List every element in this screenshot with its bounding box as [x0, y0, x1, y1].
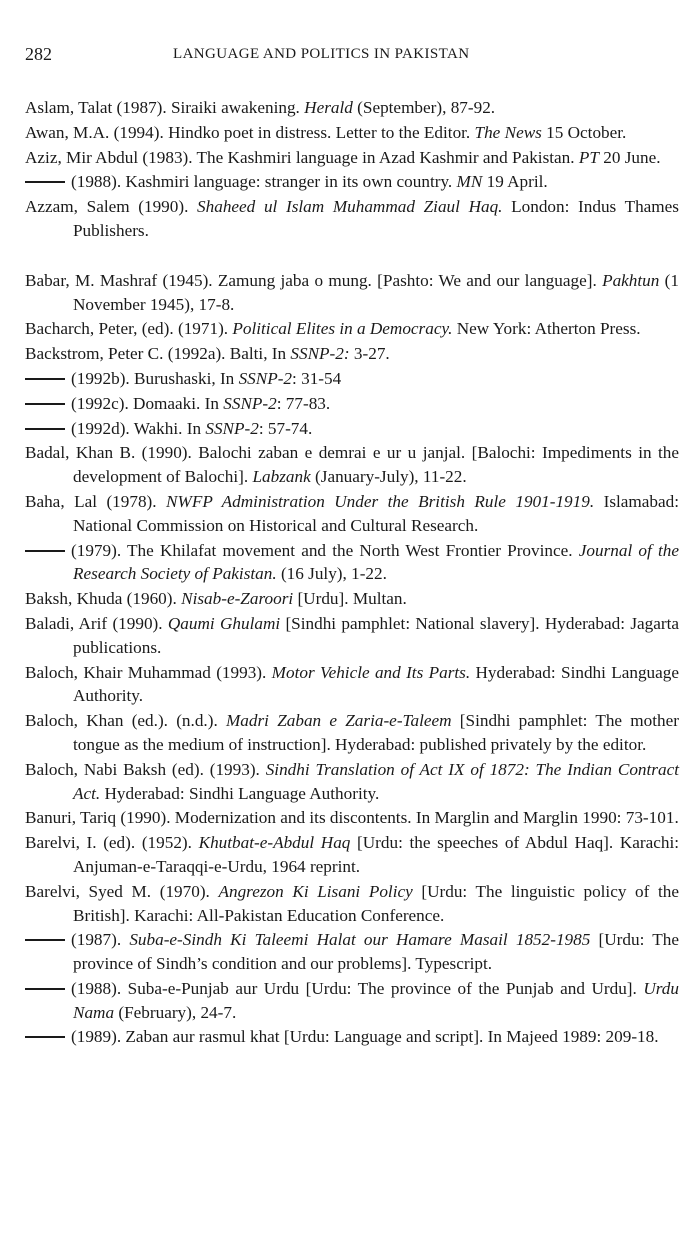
reference-text: London: Indus Thames Publishers. — [73, 197, 679, 240]
reference-title-italic: Nisab-e-Zaroori — [181, 589, 294, 609]
reference-text: [Urdu: The linguistic policy of the British]. Karachi: All-Pakistan Education Conference. — [73, 881, 680, 925]
reference-text: [Urdu: the speeches of Abdul Haq]. Karachi: Anjuman-e-Taraqqi-e-Urdu, 1964 reprint. — [73, 833, 680, 876]
reference-text: 3-27. — [349, 344, 390, 364]
reference-text: 15 October. — [541, 122, 627, 142]
reference-text: New York: Atherton Press. — [452, 319, 641, 339]
repeat-author-dash — [25, 181, 65, 183]
reference-text: (1988). Kashmiri language: stranger in its own country. — [71, 172, 457, 192]
reference-text: Banuri, Tariq (1990). Modernization and its discontents. In Marglin and Marglin 1990: 73-101. — [25, 808, 679, 828]
reference-title-italic: SSNP-2: — [290, 344, 350, 364]
reference-text: (1979). The Khilafat movement and the North West Frontier Province. — [71, 540, 579, 560]
reference-entry — [25, 195, 679, 243]
reference-text: (January-July), 11-22. — [310, 467, 467, 487]
reference-entry — [25, 977, 679, 1025]
reference-entry — [25, 392, 679, 416]
reference-title-italic: Pakhtun — [602, 270, 660, 290]
repeat-author-dash — [25, 378, 65, 380]
reference-text: (February), 24-7. — [114, 1002, 237, 1022]
page-number: 282 — [25, 44, 52, 64]
reference-text: Hyderabad: Sindhi Language Authority. — [100, 783, 380, 803]
reference-entry — [25, 417, 679, 441]
repeat-author-dash — [25, 403, 65, 405]
reference-text: Awan, M.A. (1994). Hindko poet in distress. Letter to the Editor. — [25, 122, 475, 142]
reference-entry — [25, 587, 679, 611]
reference-entry — [25, 831, 679, 879]
reference-list — [25, 96, 679, 1050]
reference-title-italic: PT — [578, 147, 599, 167]
reference-text: : 57-74. — [258, 418, 313, 438]
reference-text: 20 June. — [598, 147, 661, 167]
reference-entry — [25, 490, 679, 538]
reference-text: [Sindhi pamphlet: National slavery]. Hyderabad: Jagarta publications. — [73, 613, 679, 657]
repeat-author-dash — [25, 428, 65, 430]
reference-text: : 77-83. — [276, 393, 331, 413]
reference-text: Hyderabad: Sindhi Language Authority. — [73, 662, 680, 706]
reference-title-italic: Journal of the Research Society of Pakistan. — [73, 540, 679, 584]
reference-entry — [25, 170, 679, 194]
page-header — [25, 44, 678, 68]
reference-title-italic: Political Elites in a Democracy. — [232, 319, 453, 339]
reference-text: Baksh, Khuda (1960). — [25, 589, 182, 609]
reference-title-italic: SSNP-2 — [223, 393, 277, 413]
reference-title-italic: NWFP Administration Under the British Rule 1901-1919. — [166, 491, 595, 511]
reference-text: [Sindhi pamphlet: The mother tongue as the medium of instruction]. Hyderabad: published privately by the editor. — [73, 711, 679, 754]
reference-title-italic: SSNP-2 — [238, 368, 293, 388]
reference-text: 19 April. — [482, 172, 548, 192]
reference-text: Baloch, Khan (ed.). (n.d.). — [25, 711, 226, 731]
reference-entry — [25, 709, 679, 757]
repeat-author-dash — [25, 988, 65, 990]
reference-title-italic: Labzank — [252, 467, 311, 487]
reference-text: (1989). Zaban aur rasmul khat [Urdu: Language and script]. In Majeed 1989: 209-18. — [71, 1027, 659, 1047]
repeat-author-dash — [25, 550, 65, 552]
reference-title-italic: Angrezon Ki Lisani Policy — [218, 881, 413, 901]
reference-text: (1988). Suba-e-Punjab aur Urdu [Urdu: The province of the Punjab and Urdu]. — [71, 978, 644, 998]
reference-text: (1992d). Wakhi. In — [71, 418, 206, 438]
reference-entry — [25, 539, 679, 587]
reference-entry — [25, 317, 679, 341]
reference-text: Bacharch, Peter, (ed). (1971). — [25, 319, 233, 339]
reference-entry — [25, 758, 679, 806]
reference-text: Baloch, Khair Muhammad (1993). — [25, 662, 272, 682]
reference-text: Baloch, Nabi Baksh (ed). (1993). — [25, 759, 266, 779]
reference-entry — [25, 367, 679, 391]
reference-entry — [25, 96, 679, 120]
reference-title-italic: Sindhi Translation of Act IX of 1872: The Indian Contract Act. — [73, 759, 679, 803]
reference-entry — [25, 661, 679, 709]
reference-entry — [25, 342, 679, 366]
reference-text: Baladi, Arif (1990). — [25, 613, 168, 633]
reference-text: Barelvi, I. (ed). (1952). — [25, 833, 199, 853]
reference-entry — [25, 806, 679, 830]
reference-text: [Urdu: The province of Sindh’s condition and our problems]. Typescript. — [73, 930, 679, 974]
reference-text: (1 November 1945), 17-8. — [73, 270, 680, 314]
reference-title-italic: Suba-e-Sindh Ki Taleemi Halat our Hamare Masail 1852-1985 — [129, 930, 591, 950]
reference-text: Islamabad: National Commission on Historical and Cultural Research. — [73, 491, 679, 535]
reference-title-italic: SSNP-2 — [205, 418, 259, 438]
reference-text: (September), 87-92. — [352, 98, 496, 117]
reference-text: : 31-54 — [292, 368, 342, 388]
reference-text: Azzam, Salem (1990). — [25, 197, 198, 217]
reference-text: Backstrom, Peter C. (1992a). Balti, In — [25, 344, 291, 364]
reference-title-italic: Madri Zaban e Zaria-e-Taleem — [225, 711, 452, 731]
reference-title-italic: MN — [456, 172, 483, 192]
reference-text: Baha, Lal (1978). — [25, 491, 167, 511]
reference-text: Badal, Khan B. (1990). Balochi zaban e demrai e ur u janjal. [Balochi: Impediments in the development of Balochi]. — [25, 443, 679, 487]
reference-text: Barelvi, Syed M. (1970). — [25, 881, 219, 901]
reference-text: Babar, M. Mashraf (1945). Zamung jaba o mung. [Pashto: We and our language]. — [25, 270, 603, 290]
reference-title-italic: Motor Vehicle and Its Parts. — [271, 662, 471, 682]
reference-text: [Urdu]. Multan. — [293, 589, 407, 609]
reference-title-italic: Urdu Nama — [73, 978, 679, 1022]
reference-text: Aziz, Mir Abdul (1983). The Kashmiri language in Azad Kashmir and Pakistan. — [25, 147, 579, 167]
running-head: LANGUAGE AND POLITICS IN PAKISTAN — [173, 46, 470, 62]
repeat-author-dash — [25, 939, 65, 941]
reference-title-italic: Shaheed ul Islam Muhammad Ziaul Haq. — [197, 197, 503, 217]
reference-entry — [25, 880, 679, 928]
reference-text: (1992c). Domaaki. In — [71, 393, 224, 413]
reference-entry — [25, 928, 679, 976]
reference-entry — [25, 269, 679, 317]
reference-title-italic: The News — [474, 122, 542, 142]
reference-title-italic: Khutbat-e-Abdul Haq — [198, 833, 351, 853]
reference-title-italic: Herald — [304, 98, 353, 117]
reference-entry — [25, 1025, 679, 1049]
reference-entry — [25, 146, 679, 170]
reference-entry — [25, 441, 679, 489]
reference-text: (1987). — [71, 930, 130, 950]
repeat-author-dash — [25, 1036, 65, 1038]
reference-text: (16 July), 1-22. — [276, 564, 387, 584]
reference-text: Aslam, Talat (1987). Siraiki awakening. — [25, 98, 305, 117]
reference-text: (1992b). Burushaski, In — [71, 368, 239, 388]
reference-title-italic: Qaumi Ghulami — [167, 613, 281, 633]
reference-entry — [25, 612, 679, 660]
reference-entry — [25, 121, 679, 145]
